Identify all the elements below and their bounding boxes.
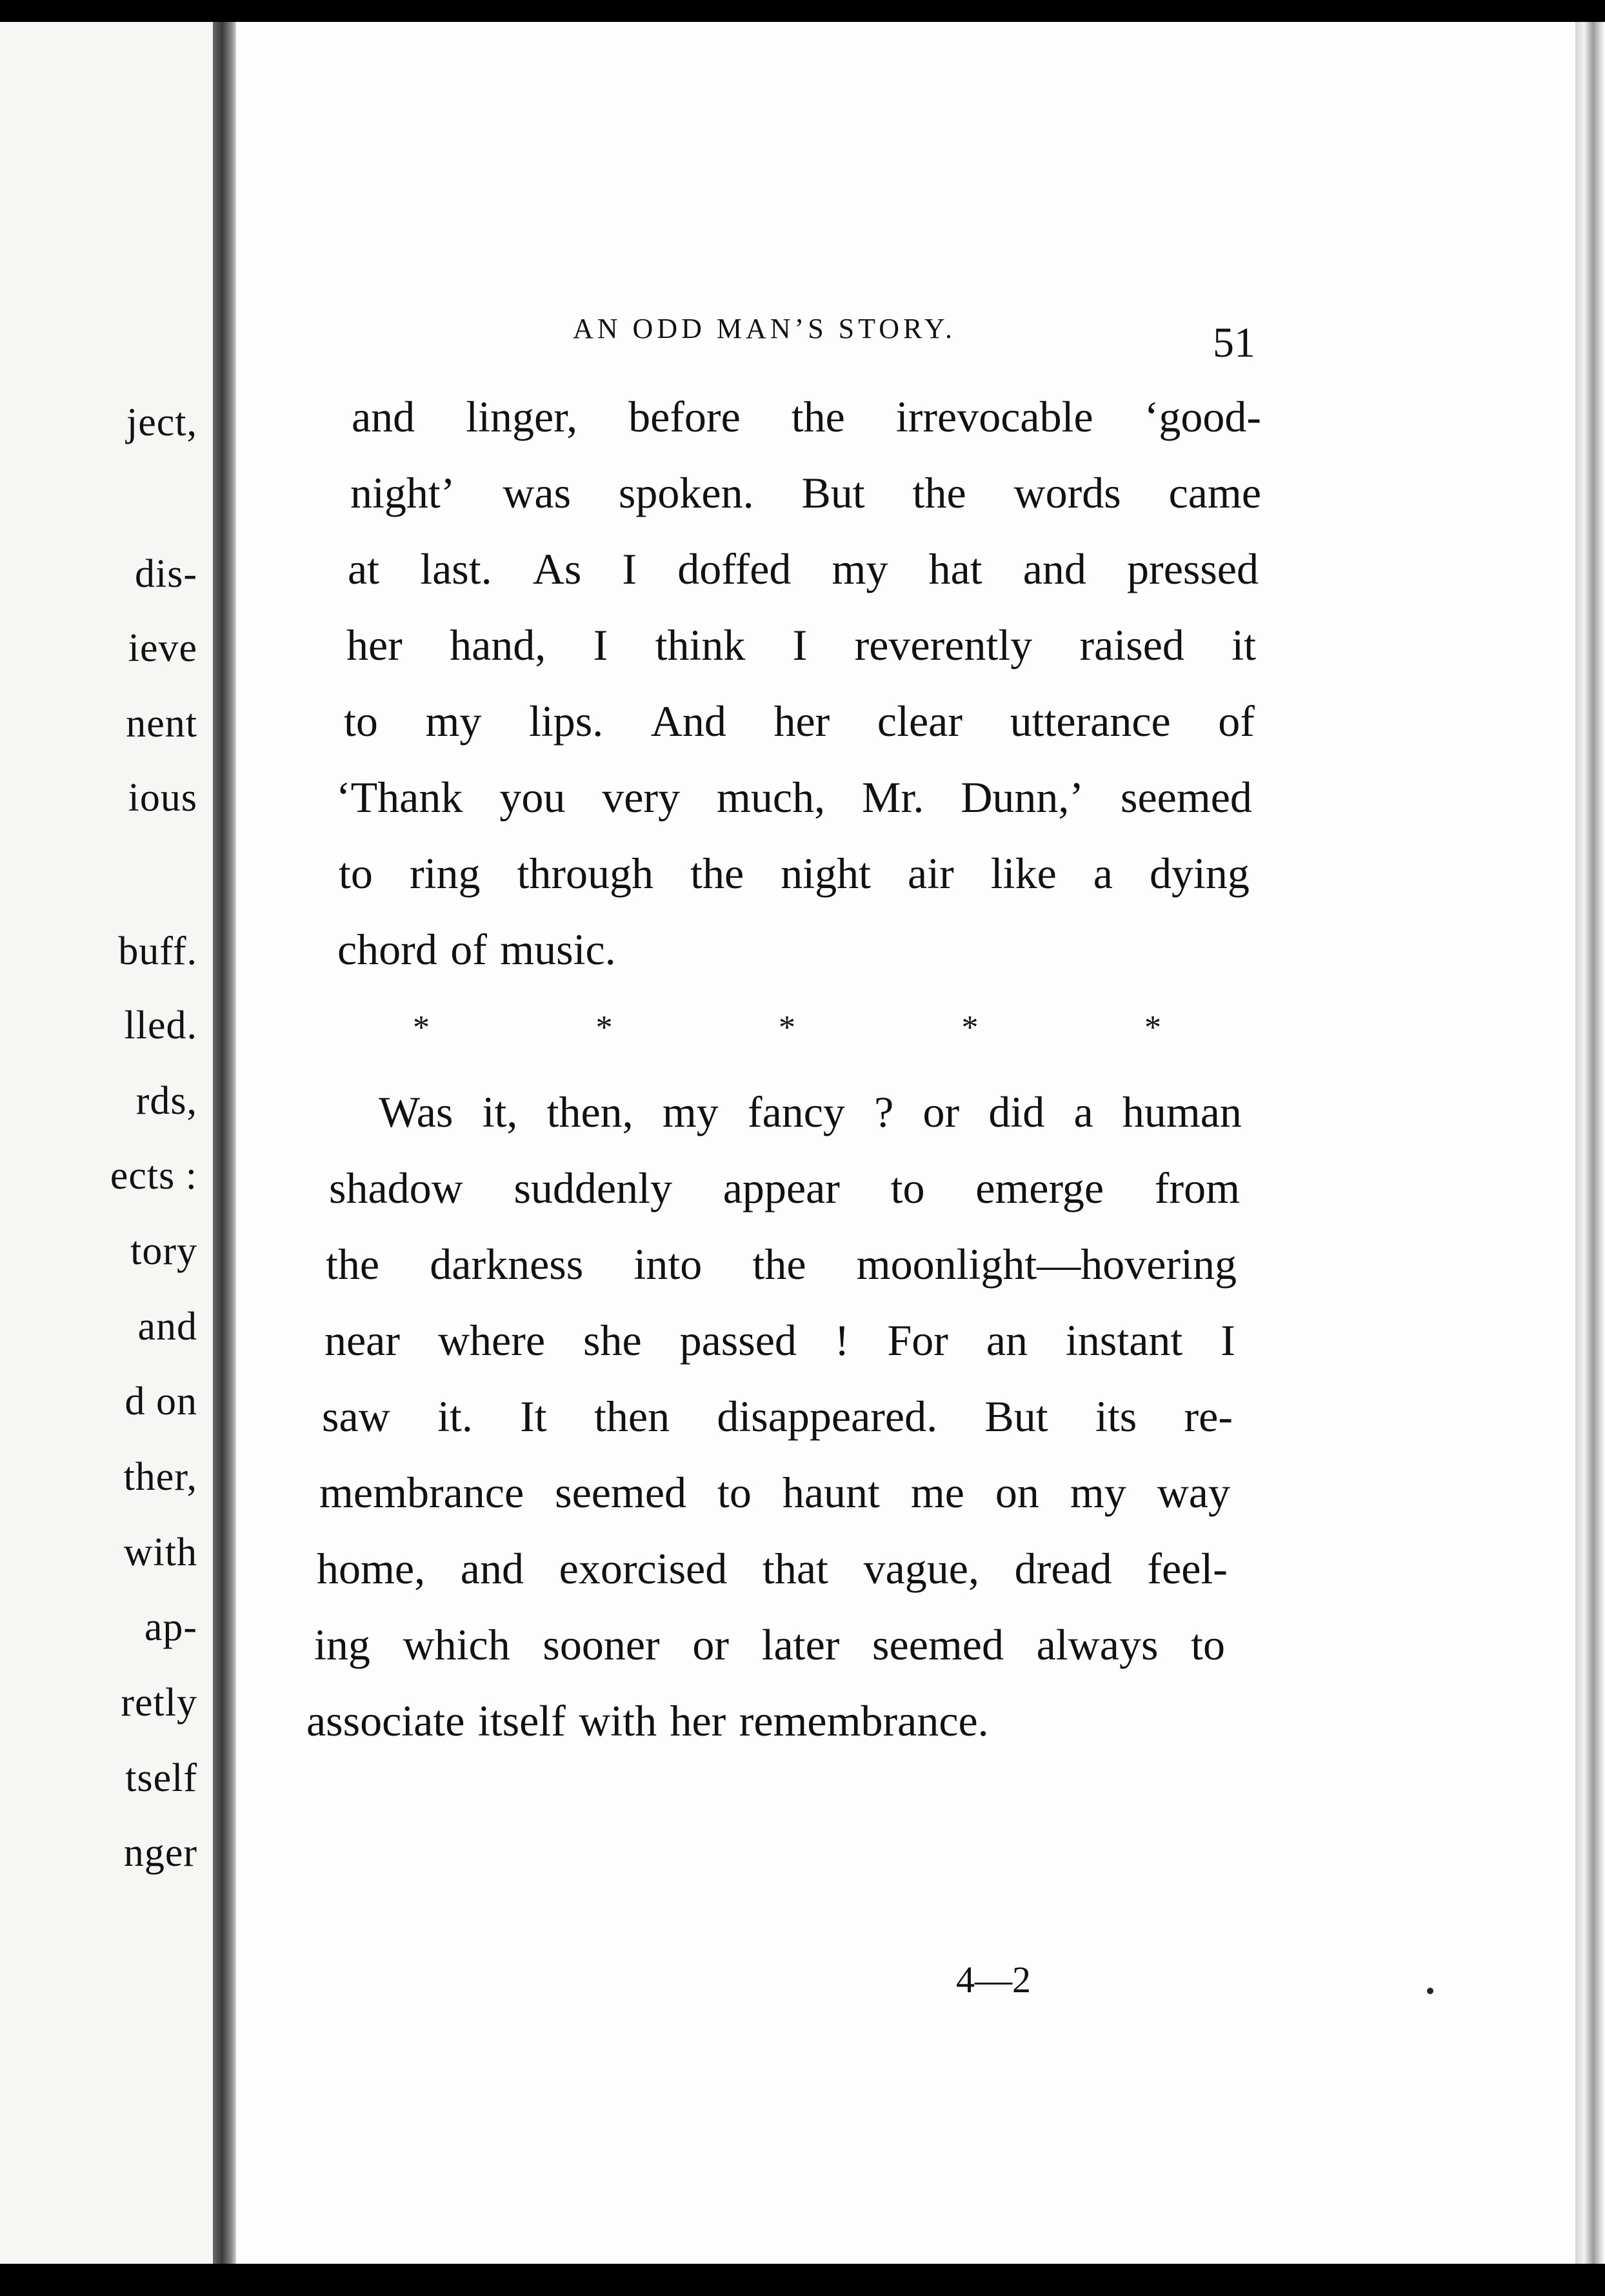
word: remembrance. xyxy=(739,1696,989,1745)
word: associate xyxy=(306,1696,465,1745)
word: human xyxy=(1122,1087,1242,1136)
word: ring xyxy=(409,849,481,898)
word: shadow xyxy=(329,1163,463,1212)
scan-border-bottom xyxy=(0,2264,1605,2296)
left-page-line: ther, xyxy=(123,1455,197,1499)
word: words xyxy=(1013,468,1121,517)
word: seemed xyxy=(555,1468,687,1517)
word: an xyxy=(986,1316,1028,1365)
word: emerge xyxy=(975,1163,1104,1212)
word: my xyxy=(425,697,482,746)
word: she xyxy=(583,1316,642,1365)
left-page-line: ap- xyxy=(144,1605,197,1649)
separator-asterisk: * xyxy=(413,1009,430,1046)
word: into xyxy=(633,1240,703,1289)
word: then, xyxy=(546,1087,633,1136)
word: passed xyxy=(679,1316,797,1365)
word: Mr. xyxy=(862,773,924,822)
word: air xyxy=(908,849,954,898)
word: saw xyxy=(322,1392,390,1441)
word: you xyxy=(499,773,566,822)
word: Was xyxy=(379,1087,454,1136)
word: home, xyxy=(317,1544,426,1593)
word: For xyxy=(887,1316,948,1365)
word: with xyxy=(579,1696,657,1745)
word: And xyxy=(650,697,726,746)
section-separator xyxy=(413,1009,1161,1047)
word: was xyxy=(503,468,572,517)
word: the xyxy=(791,392,845,441)
word: did xyxy=(988,1087,1045,1136)
word: feel- xyxy=(1147,1544,1228,1593)
word: through xyxy=(517,849,654,898)
word: darkness xyxy=(430,1240,584,1289)
text-line xyxy=(329,1163,1240,1212)
left-page-line: ieve xyxy=(128,626,197,670)
word: re- xyxy=(1184,1392,1233,1441)
word: a xyxy=(1093,849,1113,898)
word: ing xyxy=(314,1620,370,1669)
left-page-line: buff. xyxy=(118,929,197,973)
text-line xyxy=(326,1240,1237,1289)
left-page-line: nger xyxy=(123,1831,197,1875)
word: clear xyxy=(877,697,962,746)
word: or xyxy=(922,1087,960,1136)
word: chord xyxy=(337,925,437,974)
word: But xyxy=(984,1392,1048,1441)
word: from xyxy=(1154,1163,1240,1212)
separator-asterisk: * xyxy=(1144,1009,1161,1046)
word: her xyxy=(670,1696,726,1745)
word: sooner xyxy=(543,1620,660,1669)
text-line xyxy=(339,849,1250,898)
word: last. xyxy=(420,544,492,593)
left-page-line: tself xyxy=(125,1756,197,1800)
text-line xyxy=(317,1544,1228,1593)
word: her xyxy=(773,697,830,746)
text-line xyxy=(379,1087,1242,1136)
left-page-line: retly xyxy=(121,1681,197,1725)
left-page-line: tory xyxy=(130,1229,197,1273)
word: and xyxy=(1022,544,1086,593)
scan-border-top xyxy=(0,0,1605,22)
word: way xyxy=(1157,1468,1230,1517)
text-line xyxy=(346,620,1256,669)
text-line xyxy=(348,544,1259,593)
word: But xyxy=(801,468,865,517)
word: her xyxy=(346,620,403,669)
word: that xyxy=(762,1544,828,1593)
word: It xyxy=(520,1392,547,1441)
word: membrance xyxy=(319,1468,524,1517)
text-line xyxy=(350,468,1261,517)
word: always xyxy=(1036,1620,1159,1669)
left-page-line: nent xyxy=(126,702,197,746)
word: dread xyxy=(1014,1544,1112,1593)
word: haunt xyxy=(782,1468,880,1517)
word: and xyxy=(352,392,415,441)
word: its xyxy=(1095,1392,1137,1441)
word: reverently xyxy=(854,620,1033,669)
word: hand, xyxy=(450,620,546,669)
word: my xyxy=(832,544,888,593)
left-page-line: dis- xyxy=(135,552,197,596)
word: of xyxy=(1218,697,1255,746)
word: night xyxy=(781,849,871,898)
word: to xyxy=(890,1163,925,1212)
left-page xyxy=(0,22,213,2264)
word: to xyxy=(344,697,378,746)
word: think xyxy=(655,620,746,669)
right-page xyxy=(236,22,1575,2264)
word: the xyxy=(690,849,744,898)
word: itself xyxy=(477,1696,566,1745)
word: came xyxy=(1168,468,1261,517)
word: a xyxy=(1073,1087,1093,1136)
word: like xyxy=(990,849,1057,898)
word: pressed xyxy=(1127,544,1259,593)
word: near xyxy=(324,1316,401,1365)
text-line xyxy=(314,1620,1225,1669)
word: my xyxy=(662,1087,719,1136)
word: linger, xyxy=(466,392,578,441)
word: of xyxy=(450,925,487,974)
word: it, xyxy=(482,1087,518,1136)
word: As xyxy=(532,544,582,593)
left-page-line: lled. xyxy=(124,1004,197,1047)
word: the xyxy=(912,468,966,517)
word: me xyxy=(910,1468,964,1517)
word: lips. xyxy=(528,697,604,746)
word: I xyxy=(622,544,637,593)
word: my xyxy=(1070,1468,1126,1517)
separator-asterisk: * xyxy=(779,1009,795,1046)
running-head: AN ODD MAN’S STORY. xyxy=(573,313,957,344)
word: seemed xyxy=(872,1620,1004,1669)
word: suddenly xyxy=(513,1163,673,1212)
left-page-line: rds, xyxy=(135,1079,197,1123)
left-page-line: ects : xyxy=(110,1154,197,1198)
word: to xyxy=(717,1468,752,1517)
text-line xyxy=(306,1696,1217,1745)
left-page-line: d on xyxy=(125,1380,197,1423)
word: the xyxy=(326,1240,380,1289)
left-page-line: ious xyxy=(128,776,197,820)
word: utterance xyxy=(1010,697,1171,746)
separator-asterisk: * xyxy=(595,1009,613,1046)
word: disappeared. xyxy=(717,1392,938,1441)
word: very xyxy=(602,773,681,822)
word: then xyxy=(594,1392,670,1441)
text-line xyxy=(322,1392,1233,1441)
page-number: 51 xyxy=(1213,319,1255,366)
word: instant xyxy=(1065,1316,1183,1365)
word: I xyxy=(593,620,608,669)
word: seemed xyxy=(1121,773,1252,822)
word: it xyxy=(1231,620,1256,669)
text-line xyxy=(344,697,1255,746)
word: to xyxy=(1191,1620,1225,1669)
word: ? xyxy=(874,1087,894,1136)
text-line xyxy=(336,773,1252,822)
word: moonlight—hovering xyxy=(856,1240,1237,1289)
left-page-line: ject, xyxy=(126,401,197,444)
separator-asterisk: * xyxy=(961,1009,979,1046)
word: ‘Thank xyxy=(336,773,463,822)
word: which xyxy=(403,1620,510,1669)
word: night’ xyxy=(350,468,455,517)
left-page-line: and xyxy=(137,1305,197,1349)
word: to xyxy=(339,849,373,898)
word: ‘good- xyxy=(1144,392,1261,441)
word: exorcised xyxy=(559,1544,728,1593)
word: at xyxy=(348,544,380,593)
word: or xyxy=(692,1620,729,1669)
word: I xyxy=(1221,1316,1235,1365)
word: I xyxy=(792,620,808,669)
text-line xyxy=(324,1316,1235,1365)
word: it. xyxy=(437,1392,473,1441)
word: hat xyxy=(928,544,982,593)
word: doffed xyxy=(677,544,792,593)
word: Dunn,’ xyxy=(961,773,1084,822)
text-line xyxy=(352,392,1261,441)
speck xyxy=(1427,1988,1433,1994)
word: raised xyxy=(1079,620,1184,669)
word: fancy xyxy=(747,1087,845,1136)
word: on xyxy=(995,1468,1039,1517)
word: dying xyxy=(1150,849,1250,898)
word: later xyxy=(761,1620,840,1669)
word: much, xyxy=(717,773,826,822)
printer-signature: 4—2 xyxy=(956,1959,1031,2001)
book-gutter xyxy=(213,22,236,2264)
left-page-line: with xyxy=(123,1530,197,1574)
word: vague, xyxy=(863,1544,979,1593)
word: before xyxy=(628,392,741,441)
text-line xyxy=(319,1468,1230,1517)
word: irrevocable xyxy=(895,392,1093,441)
word: music. xyxy=(500,925,616,974)
text-line xyxy=(337,925,1248,974)
word: and xyxy=(460,1544,524,1593)
page-edge xyxy=(1575,22,1605,2264)
word: where xyxy=(437,1316,546,1365)
word: appear xyxy=(723,1163,840,1212)
word: spoken. xyxy=(618,468,754,517)
word: the xyxy=(752,1240,806,1289)
word: ! xyxy=(834,1316,850,1365)
